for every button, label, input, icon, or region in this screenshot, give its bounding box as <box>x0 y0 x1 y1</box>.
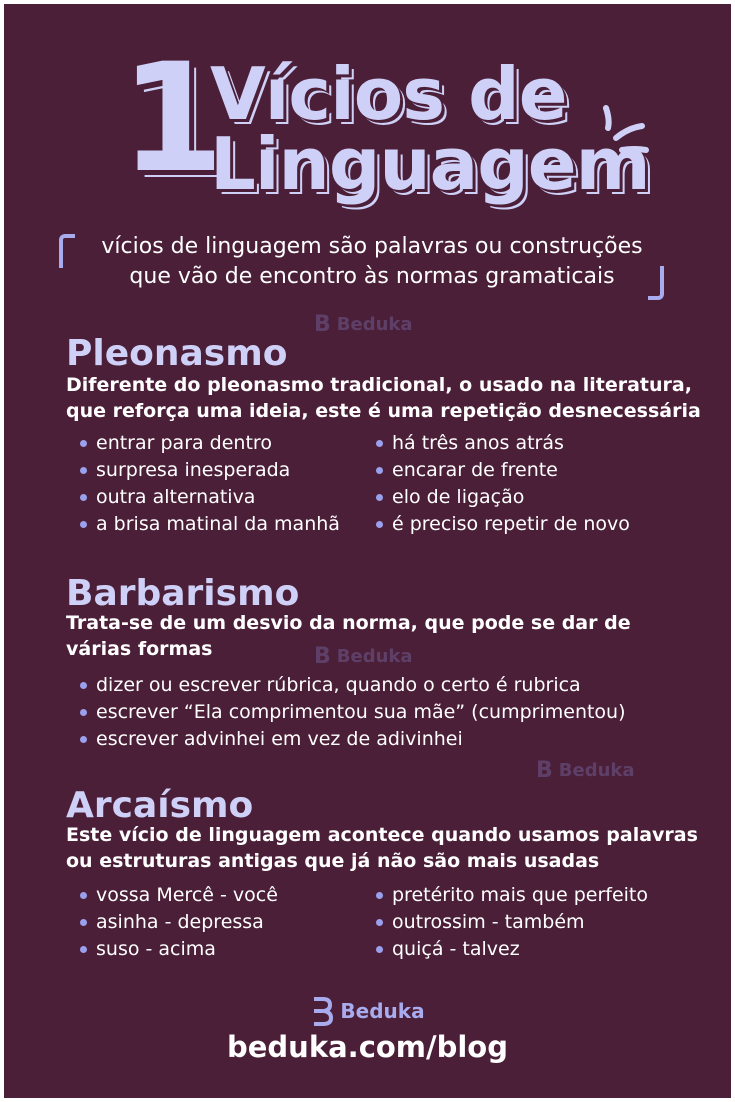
section-desc-arcaismo <box>66 822 698 874</box>
bullet-icon <box>80 521 87 528</box>
bullet-icon <box>376 494 383 501</box>
title-number: 1 <box>120 32 225 206</box>
bullet-icon <box>80 709 87 716</box>
bullet-icon <box>80 682 87 689</box>
watermark-text: Beduka <box>558 760 635 781</box>
desc-line-2: ou estruturas antigas que já não são mais usadas <box>66 850 600 872</box>
list-item: dizer ou escrever rúbrica, quando o certo é rubrica <box>80 672 626 698</box>
barbarismo-list <box>80 672 626 752</box>
section-desc-pleonasmo <box>66 372 701 424</box>
list-item: escrever “Ela comprimentou sua mãe” (cumprimentou) <box>80 699 626 725</box>
watermark <box>314 312 413 337</box>
desc-line-2: que reforça uma ideia, este é uma repetição desnecessária <box>66 400 701 422</box>
section-title-barbarismo: Barbarismo <box>66 573 300 614</box>
watermark-text: Beduka <box>336 646 413 667</box>
pleonasmo-list-right <box>376 430 630 537</box>
list-item: asinha - depressa <box>80 909 278 935</box>
bullet-icon <box>376 521 383 528</box>
beduka-logo-icon: B <box>314 644 331 669</box>
beduka-logo-icon <box>310 996 334 1026</box>
title-line-2: Linguagem <box>210 122 650 206</box>
poster <box>4 4 731 1098</box>
watermark <box>536 758 635 783</box>
section-title-arcaismo: Arcaísmo <box>66 785 254 826</box>
footer-brand: Beduka <box>340 999 425 1023</box>
section-desc-barbarismo <box>66 610 631 662</box>
beduka-logo-icon: B <box>536 758 553 783</box>
bullet-icon <box>80 494 87 501</box>
desc-line-2: várias formas <box>66 638 213 660</box>
bullet-icon <box>80 440 87 447</box>
arcaismo-list-left <box>80 882 278 962</box>
intro-line-1: vícios de linguagem são palavras ou construções <box>101 234 643 259</box>
bullet-icon <box>80 467 87 474</box>
intro-line-2: que vão de encontro às normas gramaticais <box>129 264 615 289</box>
bullet-icon <box>376 467 383 474</box>
section-title-pleonasmo: Pleonasmo <box>66 333 288 374</box>
bullet-icon <box>80 919 87 926</box>
bullet-icon <box>376 440 383 447</box>
list-item: escrever advinhei em vez de adivinhei <box>80 726 626 752</box>
desc-line-1: Trata-se de um desvio da norma, que pode se dar de <box>66 612 631 634</box>
bullet-icon <box>376 946 383 953</box>
footer-logo <box>4 996 731 1026</box>
list-item: pretérito mais que perfeito <box>376 882 648 908</box>
sparkle-icon <box>596 102 656 162</box>
list-item: a brisa matinal da manhã <box>80 511 340 537</box>
bullet-icon <box>80 736 87 743</box>
beduka-logo-icon: B <box>314 312 331 337</box>
intro-text <box>62 232 682 292</box>
footer-url[interactable]: beduka.com/blog <box>226 1030 508 1064</box>
title-line-1: Vícios de <box>210 52 567 136</box>
list-item: é preciso repetir de novo <box>376 511 630 537</box>
watermark-text: Beduka <box>336 314 413 335</box>
bullet-icon <box>376 892 383 899</box>
list-item: outra alternativa <box>80 484 340 510</box>
list-item: elo de ligação <box>376 484 630 510</box>
list-item: suso - acima <box>80 936 278 962</box>
list-item: quiçá - talvez <box>376 936 648 962</box>
bracket-close-icon <box>648 266 664 300</box>
list-item: vossa Mercê - você <box>80 882 278 908</box>
arcaismo-list-right <box>376 882 648 962</box>
bullet-icon <box>376 919 383 926</box>
desc-line-1: Diferente do pleonasmo tradicional, o usado na literatura, <box>66 374 692 396</box>
bullet-icon <box>80 892 87 899</box>
list-item: entrar para dentro <box>80 430 340 456</box>
pleonasmo-list-left <box>80 430 340 537</box>
list-item: encarar de frente <box>376 457 630 483</box>
list-item: surpresa inesperada <box>80 457 340 483</box>
list-item: há três anos atrás <box>376 430 630 456</box>
desc-line-1: Este vício de linguagem acontece quando usamos palavras <box>66 824 698 846</box>
bullet-icon <box>80 946 87 953</box>
list-item: outrossim - também <box>376 909 648 935</box>
